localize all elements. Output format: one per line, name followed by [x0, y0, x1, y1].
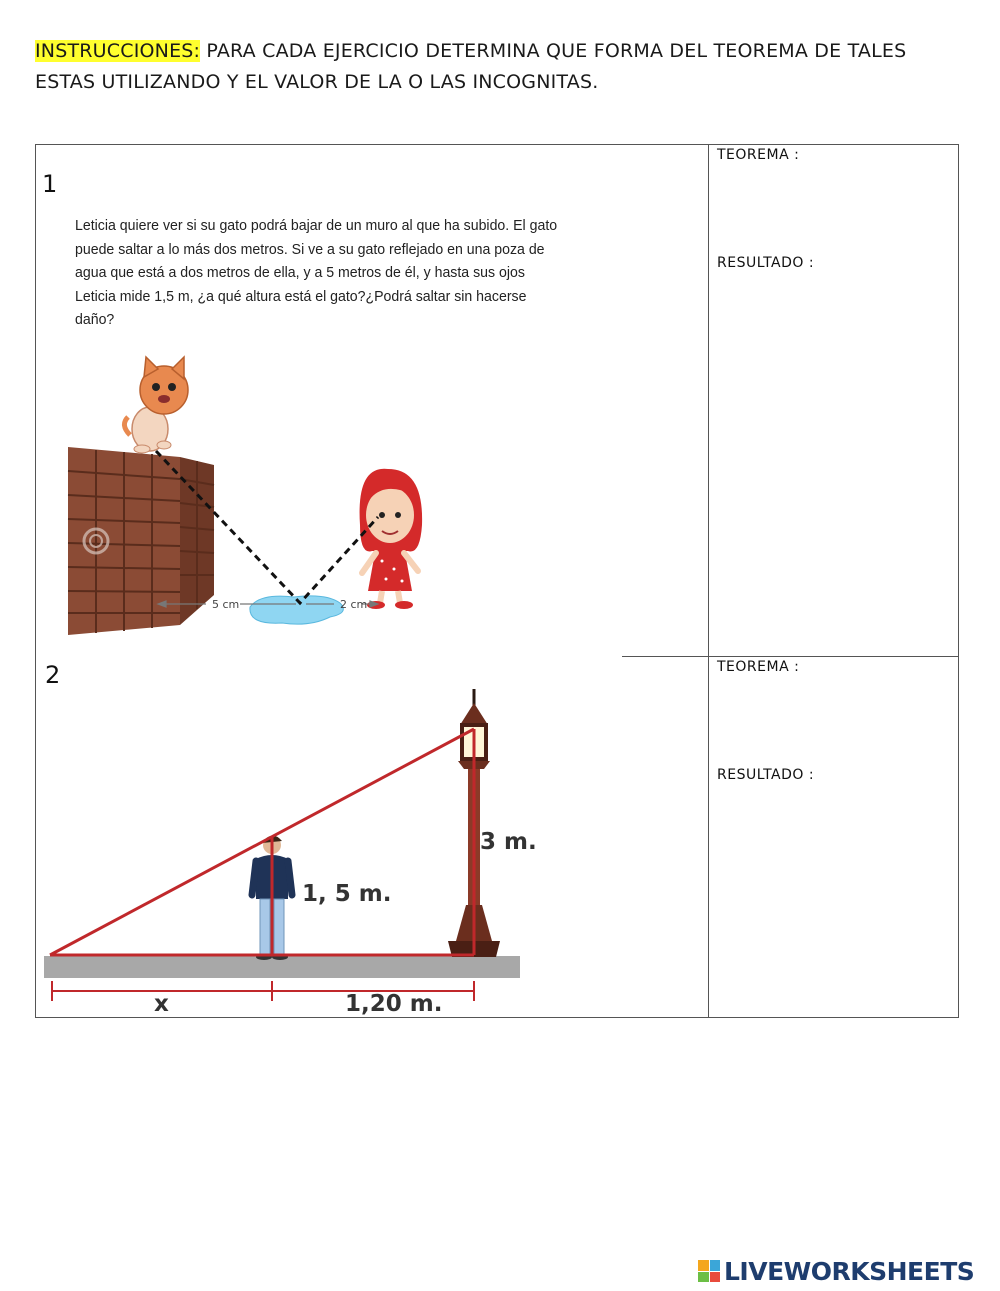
- label-5cm: 5 cm: [212, 598, 240, 611]
- table-column-divider: [708, 144, 709, 1018]
- exercise-number-1: 1: [42, 170, 58, 198]
- label-x: x: [154, 991, 169, 1017]
- table-row-divider: [622, 656, 959, 657]
- problem-statement-1: Leticia quiere ver si su gato podrá bajar de un muro al que ha subido. El gato puede saltar a lo más dos metros. Si ve a su gato reflejado en una poza de agua que está a dos metros de ella, y a 5 metros de él, y hasta sus ojos Leticia mide 1,5 m, ¿a qué altura está el gato?¿Podrá saltar sin hacerse daño?: [75, 217, 558, 328]
- brick-wall: [68, 447, 214, 635]
- label-2cm: 2 cm: [340, 598, 368, 611]
- logo-text: LIVEWORKSHEETS: [724, 1256, 975, 1286]
- instructions: [35, 36, 935, 98]
- cat-figure: [124, 357, 188, 453]
- lamppost-illustration: [40, 685, 540, 1020]
- girl-figure: [360, 469, 423, 609]
- resultado-label-1: RESULTADO :: [717, 255, 815, 271]
- teorema-label-1: TEOREMA :: [717, 147, 800, 163]
- cat-wall-illustration: [60, 355, 440, 640]
- resultado-label-2: RESULTADO :: [717, 767, 815, 783]
- exercise-number-2: 2: [45, 661, 61, 689]
- label-3m: 3 m.: [480, 829, 537, 855]
- logo-mark-icon: [698, 1260, 720, 1282]
- liveworksheets-logo: [698, 1254, 974, 1288]
- label-1-20m: 1,20 m.: [345, 991, 443, 1017]
- instructions-text: PARA CADA EJERCICIO DETERMINA QUE FORMA DEL TEOREMA DE TALES ESTAS UTILIZANDO Y EL VALOR DE LA O LAS INCOGNITAS.: [35, 40, 907, 93]
- instructions-highlight: INSTRUCCIONES:: [35, 40, 201, 62]
- label-1-5m: 1, 5 m.: [302, 881, 392, 907]
- teorema-label-2: TEOREMA :: [717, 659, 800, 675]
